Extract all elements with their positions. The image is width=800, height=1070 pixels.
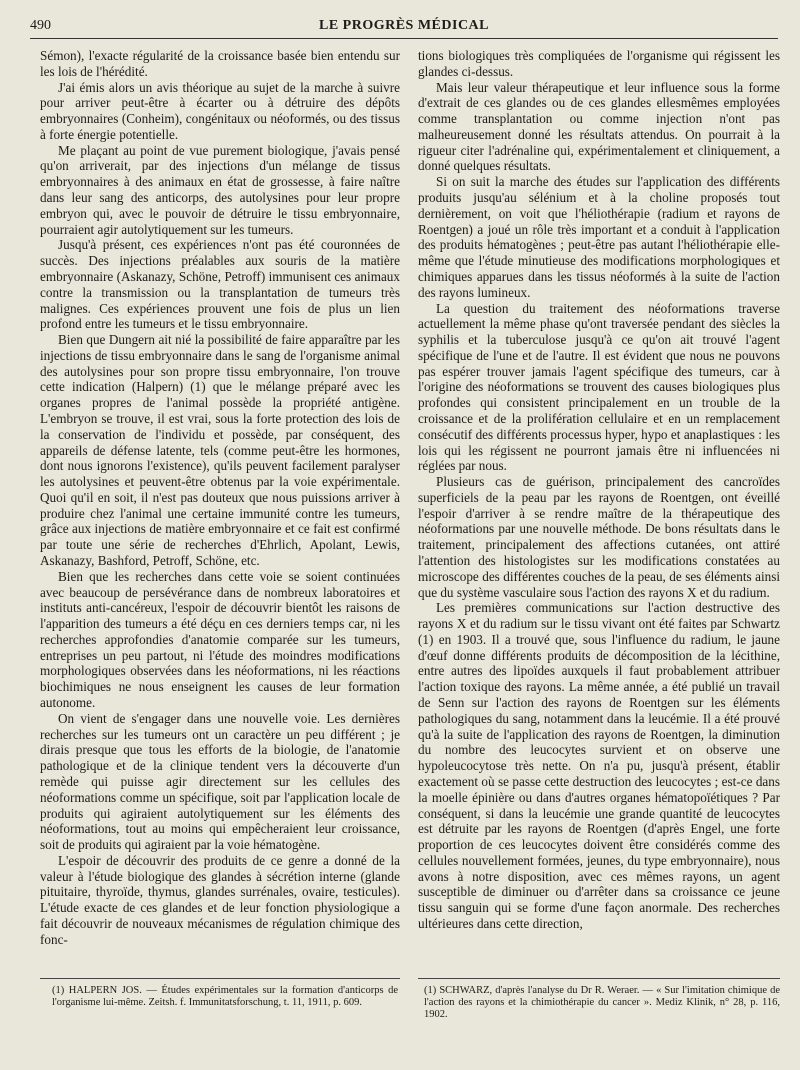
- paragraph: Mais leur valeur thérapeutique et leur influence sous la forme d'extrait de ces glandes ou de ces glandes ellesmêmes employées comme transplantation ou comme injection n'ont pas malheureusement donné les résultats attendus. On pourrait à la rigueur citer l'adrénaline qui, expérimentalement et cliniquement, a donné quelques résultats.: [418, 79, 780, 174]
- paragraph: tions biologiques très compliquées de l'organisme qui régissent les glandes ci-dessus.: [418, 48, 780, 79]
- left-column: [40, 48, 400, 948]
- footnote-left: (1) HALPERN JOS. — Études expérimentales sur la formation d'anticorps de l'organisme lui-même. Zeitsh. f. Immunitatsforschung, t. 11, 1911, p. 609.: [52, 985, 398, 1008]
- paragraph: Me plaçant au point de vue purement biologique, j'avais pensé qu'on arriverait, par des injections d'un mélange de tissus embryonnaires à des animaux en état de grossesse, à faire naître dans leur sang des anticorps, des autolysines pour leur propre embryon qui, avec le pouvoir de détruire le tissu embryonnaire, pourraient agir autolytiquement sur les tumeurs.: [40, 142, 400, 237]
- paragraph: Sémon), l'exacte régularité de la croissance basée bien entendu sur les lois de l'hérédité.: [40, 48, 400, 79]
- paragraph: Plusieurs cas de guérison, principalement des cancroïdes superficiels de la peau par les rayons de Roentgen, ont éveillé l'espoir d'arriver à se rendre maître de la thérapeutique des néoformations par une nouvelle méthode. De bons résultats dans le traitement, principalement des affections cutanées, ont attiré l'attention des histologistes sur les modifications constatées au microscope des différentes couches de la peau, de ses éléments ainsi que du système vasculaire sous l'action des rayons X et du radium.: [418, 474, 780, 600]
- page-number: 490: [30, 18, 51, 33]
- paragraph: Bien que les recherches dans cette voie se soient continuées avec beaucoup de persévérance dans de nombreux laboratoires et instituts anti-cancéreux, l'espoir de découvrir bientôt les raisons de l'apparition des tumeurs a été déçu en ces derniers temps car, ni les recherches approfondies d'anatomie comparée sur les tumeurs, entreprises un peu partout, ni l'étude des moindres modifications morphologiques observées dans les néoformations, ni les réactions biochimiques ne nous enseignent les causes de leur formation autonome.: [40, 568, 400, 711]
- paragraph: Bien que Dungern ait nié la possibilité de faire apparaître par les injections de tissu embryonnaire dans le sang de l'organisme animal des autolysines pour son propre tissu embryonnaire, l'on trouve cette indication (Halpern) (1) que le mélange préparé avec les organes propres de l'animal possède la propriété antigène. L'embryon se trouve, il est vrai, sous la forte protection des lois de la conservation de l'individu et possède, par conséquent, des appareils de défense latente, tels (comme peut-être les hormones, dont nous ignorons l'existence), qu'ils peuvent facilement paralyser les autolysines et peuvent-être obtenus par la voie expérimentale. Quoi qu'il en soit, il n'est pas douteux que nous puissions arriver à produire chez l'animal une certaine immunité contre les tumeurs, grâce aux injections de matière embryonnaire et ce fait est confirmé par toute une série de recherches d'Ehrlich, Apolant, Lewis, Askanazy, Bashford, Petroff, Schöne, etc.: [40, 332, 400, 568]
- footnote-divider: [418, 978, 780, 979]
- footnote-right: (1) SCHWARZ, d'après l'analyse du Dr R. Weraer. — « Sur l'imitation chimique de l'action des rayons et la chimiothérapie du cancer ». Mediz Klinik, n° 28, p. 116, 1902.: [424, 985, 780, 1020]
- paragraph: On vient de s'engager dans une nouvelle voie. Les dernières recherches sur les tumeurs ont un caractère un peu différent ; je dirais presque que tous les efforts de la biologie, de l'anatomie pathologique et de la clinique tendent vers la découverte d'un remède qui puisse agir directement sur les cellules des néoformations comme un spécifique, soit par l'application locale de produits qui agiraient autolytiquement sur les éléments des néoformations, tout au moins qui empêcheraient leur croissance, soit de produits qui agiraient par la voie hématogène.: [40, 710, 400, 853]
- paragraph: Les premières communications sur l'action destructive des rayons X et du radium sur le tissu vivant ont été faites par Schwartz (1) en 1903. Il a trouvé que, sous l'influence du radium, le jaune d'œuf donne différents produits de décomposition de la lécithine, entre autres des lipoïdes auxquels il faut probablement attribuer l'action toxique des rayons. La même année, a été publié un travail de Senn sur l'action des rayons de Roentgen sur les éléments pathologiques du sang, notamment dans la leucémie. Il a été prouvé qu'à la suite de l'application des rayons de Roentgen, la diminution du nombre des leucocytes survient et on observe une hypoleucocytose très nette. On n'a pu, jusqu'à présent, établir exactement où se passe cette destruction des leucocytes ; est-ce dans la moelle épinière ou dans d'autres organes hématopoïétiques ? Par conséquent, si dans la leucémie une grande quantité de leucocytes est détruite par les rayons de Roentgen (d'après Engel, une forte proportion de ces leucocytes doivent être considérés comme des cellules nouvellement formées, jeunes, du type embryonnaire), nous avons à notre disposition, avec ces mêmes rayons, un agent susceptible de diminuer ou d'arrêter dans sa croissance ce jeune tissu sanguin qui se forme d'une façon anormale. Des recherches ultérieures dans cette direction,: [418, 600, 780, 931]
- paragraph: La question du traitement des néoformations traverse actuellement la même phase qu'ont traversée pendant des siècles la syphilis et la tuberculose jusqu'à ce qu'on ait trouvé l'agent spécifique de l'une et de l'autre. Il est évident que nous ne pouvons pas espérer trouver jamais l'agent spécifique des tumeurs, car à l'origine des néoformations se trouvent des causes biologiques plus profondes qui consistent principalement en un trouble de la croissance et de la prolifération cellulaire et en un remplacement consécutif des différents processus hyper, hypo et anaplastiques : les lois qui les régissent ne pourront jamais être ni influencées ni réglées par nous.: [418, 300, 780, 474]
- paragraph: L'espoir de découvrir des produits de ce genre a donné de la valeur à l'étude biologique des glandes à sécrétion interne (glande pituitaire, thyroïde, thymus, glandes surrénales, ovaire, testicules). L'étude exacte de ces glandes et de leur fonction physiologique a fait découvrir de nouveaux mécanismes de régulation chimique des fonc-: [40, 852, 400, 947]
- running-title: LE PROGRÈS MÉDICAL: [318, 18, 490, 33]
- right-column: [418, 48, 780, 932]
- paragraph: Si on suit la marche des études sur l'application des différents produits jusqu'au sélénium et à la choline proposés tout dernièrement, on voit que l'héliothérapie (radium et rayons de Roentgen) a joué un rôle très important et a conduit à l'application des produits hématogènes ; peut-être pas autant l'héliothérapie elle-même que l'étude minutieuse des modifications morphologiques et chimiques apparues dans les tissus néoformés à la suite de l'action des rayons lumineux.: [418, 174, 780, 300]
- paragraph: J'ai émis alors un avis théorique au sujet de la marche à suivre pour arriver peut-être à écarter ou à détruire des dépôts embryonnaires (Conheim), congénitaux ou néoformés, ou des tissus à forte énergie potentielle.: [40, 79, 400, 142]
- page-header: [30, 12, 778, 39]
- footnote-divider: [40, 978, 400, 979]
- paragraph: Jusqu'à présent, ces expériences n'ont pas été couronnées de succès. Des injections préalables aux souris de la matière embryonnaire (Askanazy, Schöne, Petroff) immunisent ces animaux contre la transmission ou la transplantation de tumeurs très malignes. Ces expériences prouvent une fois de plus un lien profond entre les tumeurs et le tissu embryonnaire.: [40, 237, 400, 332]
